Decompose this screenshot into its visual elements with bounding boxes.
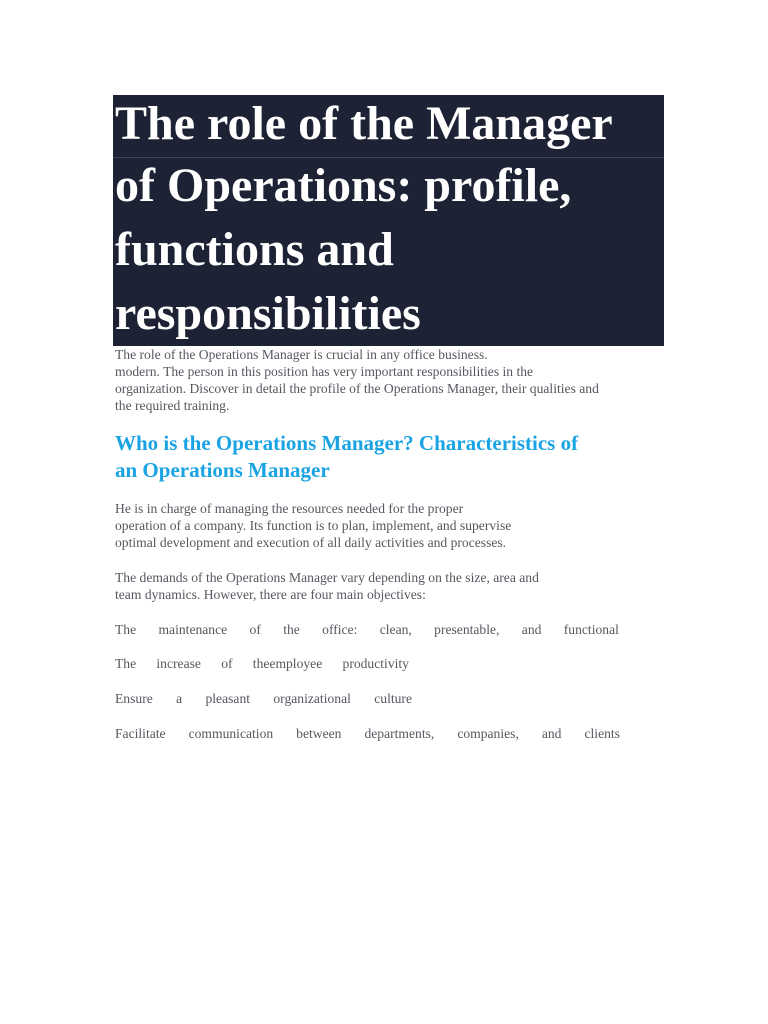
page-title-line-3: functions and [115,223,394,276]
objective-word: departments, [364,726,435,741]
objective-word: of [221,656,233,671]
objective-word: between [296,726,342,741]
page-title-line-2: of Operations: profile, [115,159,572,212]
objective-item [115,690,412,707]
objective-word: theemployee [252,656,323,671]
objective-word: a [176,691,183,706]
objective-word: increase [156,656,201,671]
objective-word: companies, [457,726,519,741]
intro-line: The role of the Operations Manager is crucial in any office business. [115,347,488,362]
objective-word: culture [374,691,412,706]
objective-word: office: [322,622,358,637]
paragraph-line: The demands of the Operations Manager vary depending on the size, area and [115,570,539,585]
paragraph-line: He is in charge of managing the resources needed for the proper [115,501,464,516]
objective-word: productivity [342,656,409,671]
intro-line: organization. Discover in detail the profile of the Operations Manager, their qualities and [115,381,599,396]
objective-word: maintenance [158,622,228,637]
paragraph-line: optimal development and execution of all daily activities and processes. [115,535,507,550]
objective-word: The [115,656,137,671]
section-heading-line: an Operations Manager [115,458,330,482]
objective-word: Ensure [115,691,153,706]
intro-line: modern. The person in this position has very important responsibilities in the [115,364,534,379]
paragraph-line: team dynamics. However, there are four main objectives: [115,587,426,602]
title-banner [113,95,664,346]
objective-word: functional [563,622,619,637]
objective-item [115,655,409,672]
paragraph-line: operation of a company. Its function is to plan, implement, and supervise [115,518,512,533]
objective-word: and [541,726,562,741]
section-heading-line: Who is the Operations Manager? Characteristics of [115,431,579,455]
objective-word: the [283,622,300,637]
objective-word: The [115,622,137,637]
objective-word: presentable, [434,622,500,637]
objective-word: clean, [379,622,412,637]
objective-item [115,725,620,742]
page-title-line-4: responsibilities [115,287,421,340]
objective-word: communication [188,726,274,741]
objective-word: organizational [273,691,351,706]
objective-word: of [249,622,261,637]
page-title-line-1: The role of the Manager [115,97,613,150]
objective-word: pleasant [205,691,251,706]
objective-word: Facilitate [115,726,166,741]
intro-line: the required training. [115,398,230,413]
objective-word: and [521,622,542,637]
objective-word: clients [584,726,620,741]
objective-item [115,621,619,638]
